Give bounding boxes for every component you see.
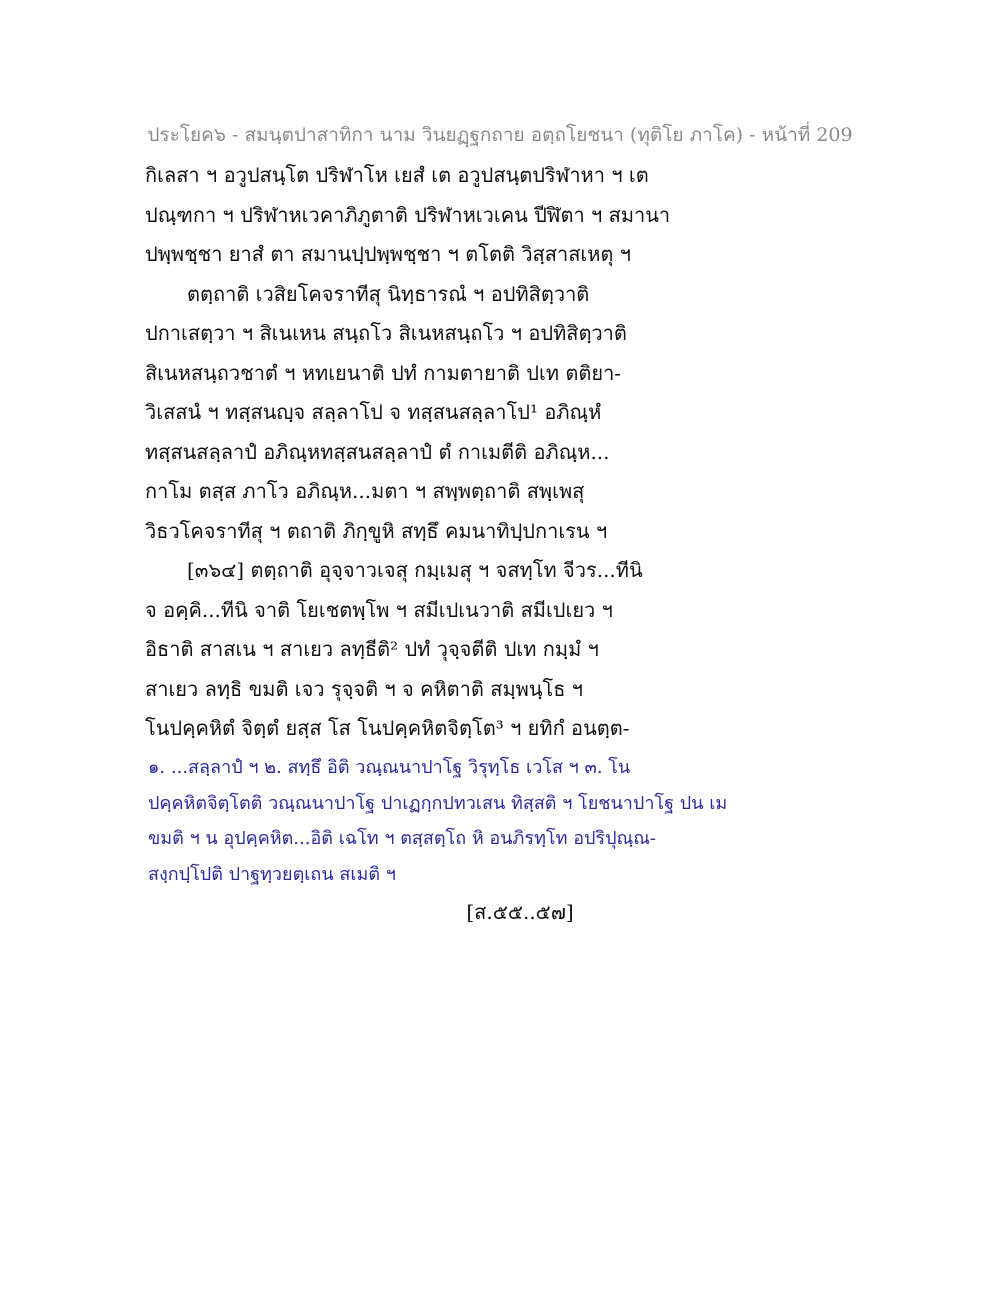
body-line: วิเสสนํ ฯ ทสฺสนญฺจ สลฺลาโป จ ทสฺสนสลฺลาโป¹ อภิณฺหํ xyxy=(145,400,602,424)
body-line: จ อคฺคิ...ทีนิ จาติ โยเชตพฺโพ ฯ สมีเปเนวาติ สมีเปเยว ฯ xyxy=(145,597,613,622)
body-line: กิเลสา ฯ อวูปสนฺโต ปริฬาโห เยสํ เต อวูปสนฺตปริฬาหา ฯ เต xyxy=(145,163,649,187)
footnote-line: ขมติ ฯ น อุปคฺคหิต...อิติ เฉโท ฯ ตสฺสตฺโถ หิ อนภิรทฺโท อปริปุณฺณ- xyxy=(148,828,656,849)
body-line: โนปคฺคหิตํ จิตฺตํ ยสฺส โส โนปคฺคหิตจิตฺโต³ ฯ ยทิกํ อนตฺต- xyxy=(145,716,630,740)
footnote-line: ๑. ...สลฺลาปํ ฯ ๒. สทฺธึ อิติ วณฺณนาปาโฐ วิรุทฺโธ เวโส ฯ ๓. โน xyxy=(148,757,631,778)
body-line-paragraph-start: [๓๖๔] ตตฺถาติ อุจฺจาวเจสุ กมฺเมสุ ฯ จสทฺโท จีวร...ทีนิ xyxy=(187,558,643,582)
footnote-line: สงฺกปฺโปติ ปาฐทฺวยตฺเถน สเมติ ฯ xyxy=(148,863,396,885)
page-reference: [ส.๕๕..๕๗] xyxy=(466,900,574,924)
body-line: ทสฺสนสลฺลาปํ อภิณฺหทสฺสนสลฺลาปํ ตํ กาเมตีติ อภิณฺห... xyxy=(145,439,610,464)
body-line: สาเยว ลทฺธิ ขมติ เจว รุจฺจติ ฯ จ คหิตาติ สมฺพนฺโธ ฯ xyxy=(145,676,584,701)
body-line: สิเนหสนฺถวชาตํ ฯ หทเยนาติ ปทํ กามตายาติ ปเท ตติยา- xyxy=(145,360,622,385)
body-line-paragraph-start: ตตฺถาติ เวสิยโคจราทีสุ นิทฺธารณํ ฯ อปทิสิตฺวาติ xyxy=(187,281,590,306)
footnotes xyxy=(148,750,868,892)
body-line: วิธวโคจราทีสุ ฯ ตถาติ ภิกฺขูหิ สทฺธึ คมนาทิปฺปกาเรน ฯ xyxy=(145,518,608,543)
body-line: อิธาติ สาสเน ฯ สาเยว ลทฺธีติ² ปทํ วุจฺจตีติ ปเท กมฺมํ ฯ xyxy=(145,637,599,661)
page-header: ประโยค๖ - สมนฺตปาสาทิกา นาม วินยฏฺฐกถาย อตฺถโยชนา (ทุติโย ภาโค) - หน้าที่ 209 xyxy=(147,124,853,146)
body-line: ปกาเสตฺวา ฯ สิเนเหน สนฺถโว สิเนหสนฺถโว ฯ อปทิสิตฺวาติ xyxy=(145,321,627,345)
body-line: ปพฺพชฺชา ยาสํ ตา สมานปฺปพฺพชฺชา ฯ ตโตติ วิสฺสาสเหตุ ฯ xyxy=(145,242,632,266)
body-line: กาโม ตสฺส ภาโว อภิณฺห...มตา ฯ สพฺพตฺถาติ สพฺเพสุ xyxy=(145,479,585,503)
footnote-line: ปคฺคหิตจิตฺโตติ วณฺณนาปาโฐ ปาเฏกฺกปทวเสน ทิสฺสติ ฯ โยชนาปาโฐ ปน เม xyxy=(148,792,728,814)
body-line: ปณฺฑกา ฯ ปริฬาหเวคาภิภูตาติ ปริฬาหเวเคน ปีฬิตา ฯ สมานา xyxy=(145,202,671,227)
body-text xyxy=(145,156,845,749)
